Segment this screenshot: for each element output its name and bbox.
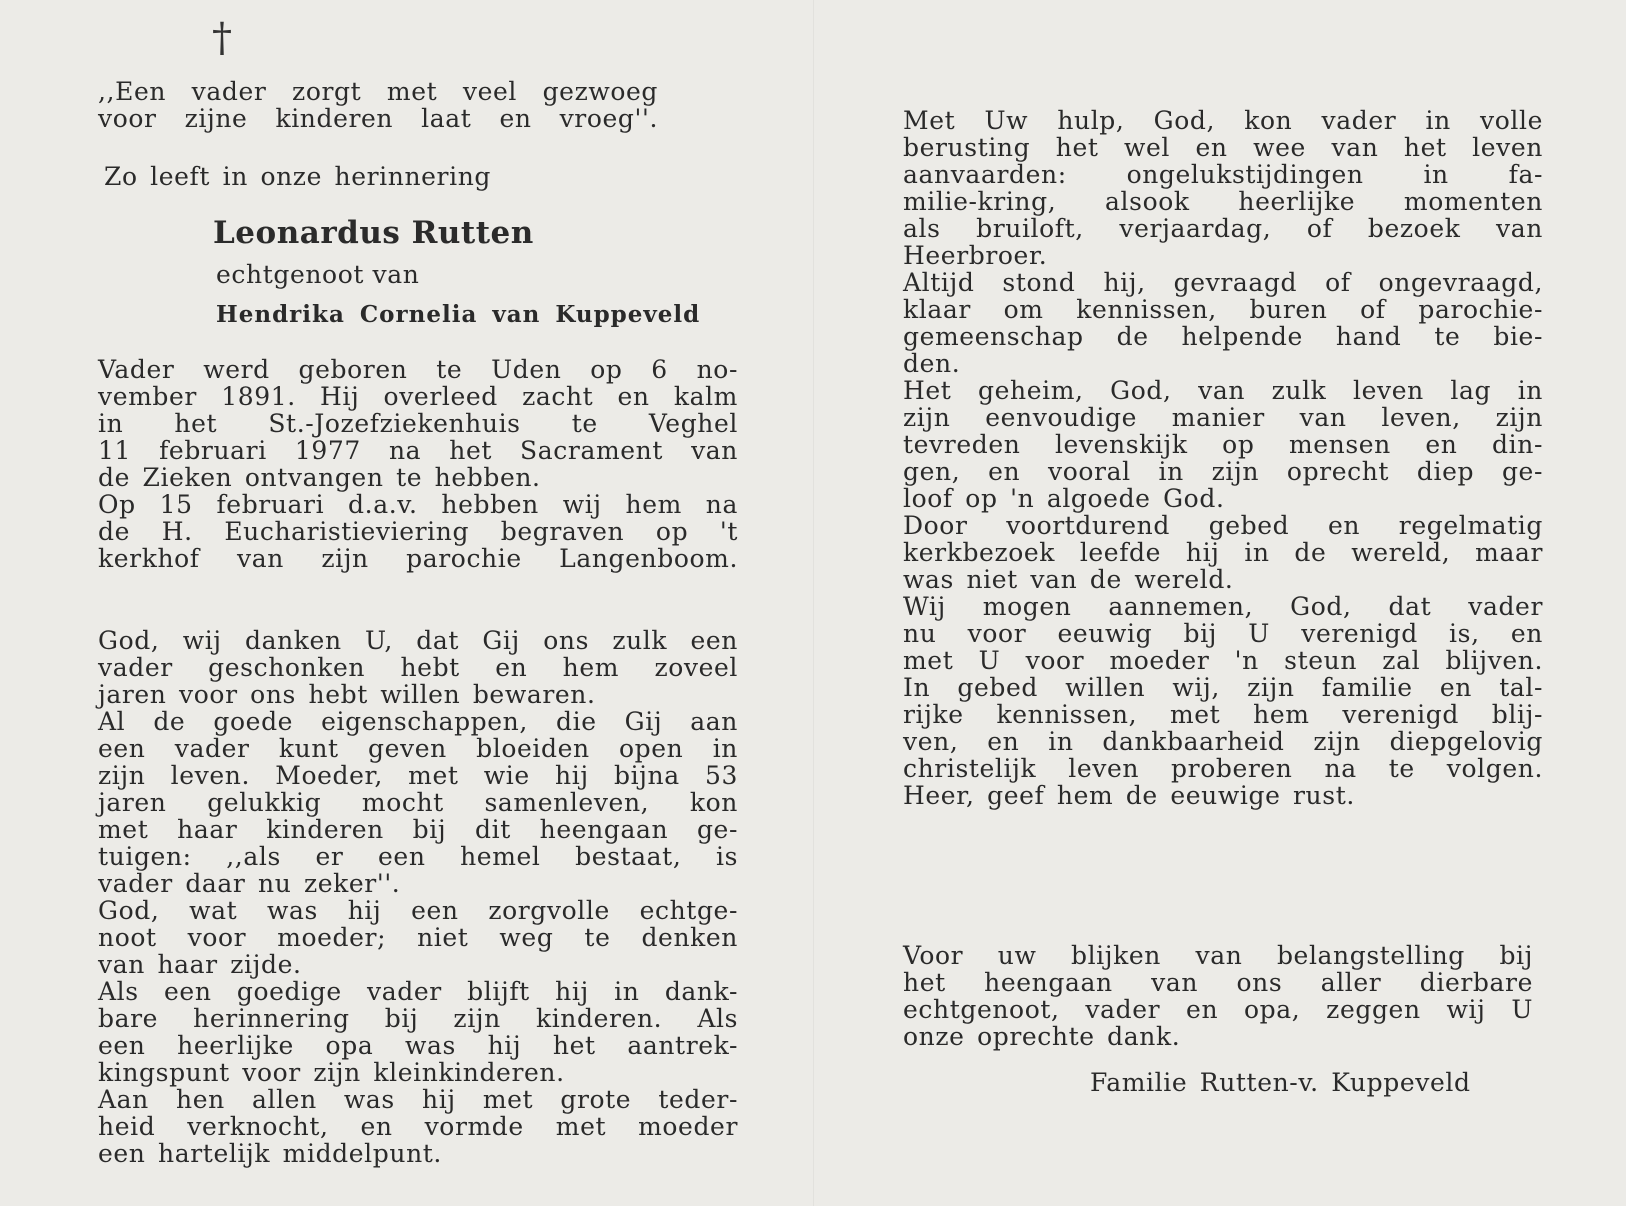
prayer-line: Aan hen allen was hij met grote teder- <box>98 1085 738 1114</box>
prayer-left <box>98 627 738 1167</box>
prayer-line: vader geschonken hebt en hem zoveel <box>98 653 738 682</box>
prayer-line: Als een goedige vader blijft hij in dank- <box>98 977 738 1006</box>
prayer-right <box>903 107 1543 809</box>
prayer-line: Al de goede eigenschappen, die Gij aan <box>98 707 738 736</box>
thanks-note <box>903 942 1533 1050</box>
prayer-line: Door voortdurend gebed en regelmatig <box>903 511 1543 540</box>
prayer-line: een hartelijk middelpunt. <box>98 1139 442 1168</box>
prayer-line: tevreden levenskijk op mensen en din- <box>903 430 1543 459</box>
prayer-line: was niet van de wereld. <box>903 565 1234 594</box>
prayer-line: Het geheim, God, van zulk leven lag in <box>903 376 1543 405</box>
prayer-line: Altijd stond hij, gevraagd of ongevraagd, <box>903 268 1543 297</box>
prayer-line: ven, en in dankbaarheid zijn diepgelovig <box>903 727 1543 756</box>
biography <box>98 356 738 572</box>
cross-icon: † <box>212 15 232 61</box>
thanks-line: het heengaan van ons aller dierbare <box>903 968 1533 997</box>
prayer-line: klaar om kennissen, buren of parochie- <box>903 295 1543 324</box>
bio-line: vember 1891. Hij overleed zacht en kalm <box>98 382 738 411</box>
prayer-line: Wij mogen aannemen, God, dat vader <box>903 592 1543 621</box>
family-signature: Familie Rutten-v. Kuppeveld <box>1090 1068 1471 1097</box>
prayer-line: Heerbroer. <box>903 241 1048 270</box>
prayer-line: gen, en vooral in zijn oprecht diep ge- <box>903 457 1543 486</box>
prayer-line: van haar zijde. <box>98 950 302 979</box>
quote-line: voor zijne kinderen laat en vroeg''. <box>98 104 658 133</box>
prayer-line: tuigen: ,,als er een hemel bestaat, is <box>98 842 738 871</box>
prayer-line: den. <box>903 349 961 378</box>
spouse-of-label: echtgenoot van <box>216 260 420 289</box>
bio-line: kerkhof van zijn parochie Langenboom. <box>98 544 738 573</box>
thanks-line: Voor uw blijken van belangstelling bij <box>903 941 1533 970</box>
bio-line: in het St.-Jozefziekenhuis te Veghel <box>98 409 738 438</box>
prayer-line: heid verknocht, en vormde met moeder <box>98 1112 738 1141</box>
prayer-line: aanvaarden: ongelukstijdingen in fa- <box>903 160 1543 189</box>
prayer-line: zijn leven. Moeder, met wie hij bijna 53 <box>98 761 738 790</box>
prayer-line: Met Uw hulp, God, kon vader in volle <box>903 106 1543 135</box>
prayer-line: gemeenschap de helpende hand te bie- <box>903 322 1543 351</box>
prayer-line: een heerlijke opa was hij het aantrek- <box>98 1031 738 1060</box>
thanks-line: onze oprechte dank. <box>903 1022 1181 1051</box>
prayer-line: nu voor eeuwig bij U verenigd is, en <box>903 619 1543 648</box>
prayer-line: kerkbezoek leefde hij in de wereld, maar <box>903 538 1543 567</box>
prayer-line: milie-kring, alsook heerlijke momenten <box>903 187 1543 216</box>
bio-line: Vader werd geboren te Uden op 6 no- <box>98 355 738 384</box>
intro-text: Zo leeft in onze herinnering <box>104 162 491 191</box>
bio-line: 11 februari 1977 na het Sacrament van <box>98 436 738 465</box>
prayer-line: als bruiloft, verjaardag, of bezoek van <box>903 214 1543 243</box>
prayer-line: berusting het wel en wee van het leven <box>903 133 1543 162</box>
prayer-line: jaren voor ons hebt willen bewaren. <box>98 680 596 709</box>
prayer-line: God, wij danken U, dat Gij ons zulk een <box>98 626 738 655</box>
card-fold <box>813 0 814 1206</box>
prayer-line: noot voor moeder; niet weg te denken <box>98 923 738 952</box>
prayer-line: In gebed willen wij, zijn familie en tal- <box>903 673 1543 702</box>
prayer-line: jaren gelukkig mocht samenleven, kon <box>98 788 738 817</box>
quote-line: ,,Een vader zorgt met veel gezwoeg <box>98 77 658 106</box>
opening-quote <box>98 78 658 132</box>
bio-line: de Zieken ontvangen te hebben. <box>98 463 541 492</box>
thanks-line: echtgenoot, vader en opa, zeggen wij U <box>903 995 1533 1024</box>
prayer-line: bare herinnering bij zijn kinderen. Als <box>98 1004 738 1033</box>
prayer-line: vader daar nu zeker''. <box>98 869 401 898</box>
prayer-line: kingspunt voor zijn kleinkinderen. <box>98 1058 565 1087</box>
prayer-line: zijn eenvoudige manier van leven, zijn <box>903 403 1543 432</box>
prayer-line: met U voor moeder 'n steun zal blijven. <box>903 646 1543 675</box>
prayer-line: met haar kinderen bij dit heengaan ge- <box>98 815 738 844</box>
prayer-line: God, wat was hij een zorgvolle echtge- <box>98 896 738 925</box>
prayer-line: christelijk leven proberen na te volgen. <box>903 754 1543 783</box>
prayer-line: loof op 'n algoede God. <box>903 484 1225 513</box>
spouse-name: Hendrika Cornelia van Kuppeveld <box>216 301 701 328</box>
bio-line: Op 15 februari d.a.v. hebben wij hem na <box>98 490 738 519</box>
prayer-line: rijke kennissen, met hem verenigd blij- <box>903 700 1543 729</box>
prayer-line: Heer, geef hem de eeuwige rust. <box>903 781 1355 810</box>
prayer-line: een vader kunt geven bloeiden open in <box>98 734 738 763</box>
deceased-name: Leonardus Rutten <box>213 215 534 251</box>
bio-line: de H. Eucharistieviering begraven op 't <box>98 517 738 546</box>
